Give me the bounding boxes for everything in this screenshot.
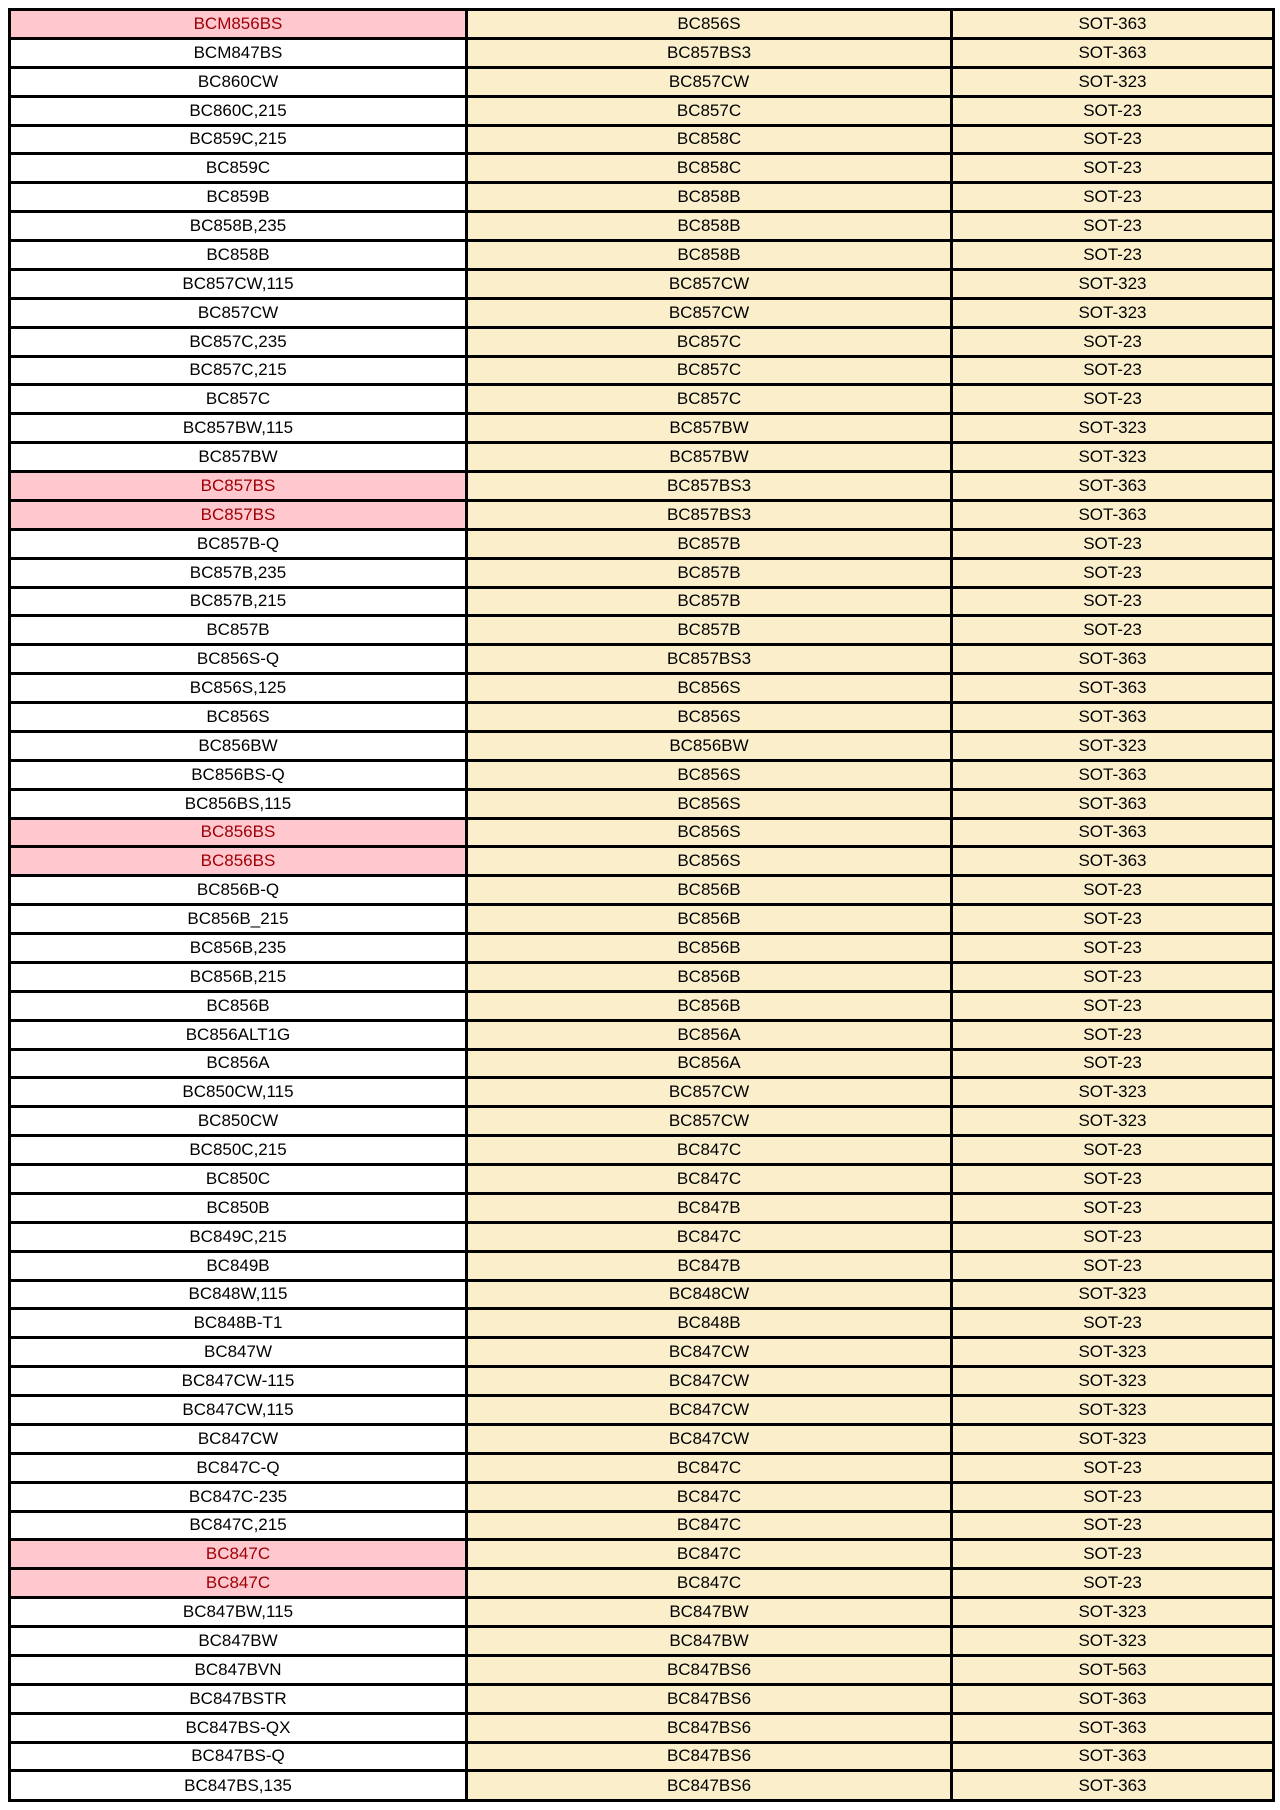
part-cell: BC848B-T1	[10, 1309, 467, 1338]
part-cell: BC847BW,115	[10, 1598, 467, 1627]
part-cell: BC857BS	[10, 472, 467, 501]
package-cell: SOT-23	[952, 1049, 1274, 1078]
package-cell: SOT-363	[952, 472, 1274, 501]
package-cell: SOT-23	[952, 1251, 1274, 1280]
replacement-cell: BC856S	[467, 674, 952, 703]
table-row	[10, 1511, 1274, 1540]
part-cell: BC857BW,115	[10, 414, 467, 443]
part-cell: BC847C-Q	[10, 1453, 467, 1482]
package-cell: SOT-323	[952, 1396, 1274, 1425]
replacement-cell: BC856B	[467, 962, 952, 991]
part-cell: BC856B_215	[10, 905, 467, 934]
table-row	[10, 183, 1274, 212]
table-row	[10, 991, 1274, 1020]
package-cell: SOT-23	[952, 1540, 1274, 1569]
part-cell: BC847CW	[10, 1424, 467, 1453]
package-cell: SOT-23	[952, 558, 1274, 587]
replacement-cell: BC857C	[467, 356, 952, 385]
table-row	[10, 1684, 1274, 1713]
part-cell: BC856B-Q	[10, 876, 467, 905]
part-cell: BC847BSTR	[10, 1684, 467, 1713]
replacement-cell: BC857BS3	[467, 645, 952, 674]
part-cell: BC857BS	[10, 500, 467, 529]
package-cell: SOT-323	[952, 414, 1274, 443]
replacement-cell: BC856A	[467, 1020, 952, 1049]
replacement-cell: BC856B	[467, 905, 952, 934]
package-cell: SOT-23	[952, 616, 1274, 645]
package-cell: SOT-323	[952, 1598, 1274, 1627]
part-cell: BC850C,215	[10, 1136, 467, 1165]
package-cell: SOT-363	[952, 760, 1274, 789]
part-cell: BC850B	[10, 1193, 467, 1222]
table-row	[10, 356, 1274, 385]
replacement-cell: BC858C	[467, 125, 952, 154]
replacement-cell: BC857CW	[467, 1078, 952, 1107]
table-row	[10, 1020, 1274, 1049]
table-row	[10, 731, 1274, 760]
replacement-cell: BC857CW	[467, 269, 952, 298]
replacement-cell: BC847BW	[467, 1598, 952, 1627]
part-cell: BC858B,235	[10, 212, 467, 241]
table-row	[10, 905, 1274, 934]
package-cell: SOT-363	[952, 38, 1274, 67]
package-cell: SOT-23	[952, 1222, 1274, 1251]
table-row	[10, 1222, 1274, 1251]
table-row	[10, 241, 1274, 270]
package-cell: SOT-23	[952, 991, 1274, 1020]
part-cell: BC849C,215	[10, 1222, 467, 1251]
table-row	[10, 1367, 1274, 1396]
package-cell: SOT-323	[952, 1280, 1274, 1309]
replacement-cell: BC857CW	[467, 298, 952, 327]
replacement-cell: BC856A	[467, 1049, 952, 1078]
part-cell: BC847BS,135	[10, 1771, 467, 1801]
package-cell: SOT-23	[952, 934, 1274, 963]
package-cell: SOT-323	[952, 269, 1274, 298]
part-cell: BC859C,215	[10, 125, 467, 154]
package-cell: SOT-363	[952, 1771, 1274, 1801]
part-cell: BC856BW	[10, 731, 467, 760]
table-row	[10, 1482, 1274, 1511]
package-cell: SOT-23	[952, 356, 1274, 385]
package-cell: SOT-323	[952, 67, 1274, 96]
package-cell: SOT-23	[952, 154, 1274, 183]
replacement-cell: BC847C	[467, 1222, 952, 1251]
part-cell: BCM847BS	[10, 38, 467, 67]
table-row	[10, 1280, 1274, 1309]
replacement-cell: BC847CW	[467, 1367, 952, 1396]
package-cell: SOT-23	[952, 125, 1274, 154]
package-cell: SOT-323	[952, 1078, 1274, 1107]
part-cell: BC850CW	[10, 1107, 467, 1136]
replacement-cell: BC847C	[467, 1569, 952, 1598]
package-cell: SOT-323	[952, 1107, 1274, 1136]
replacement-cell: BC857BS3	[467, 472, 952, 501]
replacement-cell: BC857CW	[467, 67, 952, 96]
package-cell: SOT-363	[952, 1742, 1274, 1771]
package-cell: SOT-563	[952, 1655, 1274, 1684]
replacement-cell: BC858C	[467, 154, 952, 183]
part-cell: BC847C	[10, 1540, 467, 1569]
part-cell: BC857CW,115	[10, 269, 467, 298]
table-row	[10, 1251, 1274, 1280]
part-cell: BC856A	[10, 1049, 467, 1078]
part-cell: BC857B,215	[10, 587, 467, 616]
table-row	[10, 760, 1274, 789]
table-row	[10, 1165, 1274, 1194]
table-row	[10, 789, 1274, 818]
part-cell: BC860C,215	[10, 96, 467, 125]
table-row	[10, 1396, 1274, 1425]
package-cell: SOT-363	[952, 847, 1274, 876]
part-cell: BC847CW,115	[10, 1396, 467, 1425]
replacement-cell: BC858B	[467, 212, 952, 241]
package-cell: SOT-23	[952, 1193, 1274, 1222]
replacement-cell: BC858B	[467, 241, 952, 270]
part-cell: BC856ALT1G	[10, 1020, 467, 1049]
replacement-cell: BC847BS6	[467, 1742, 952, 1771]
part-cell: BC857C,215	[10, 356, 467, 385]
table-row	[10, 1049, 1274, 1078]
package-cell: SOT-363	[952, 1684, 1274, 1713]
package-cell: SOT-23	[952, 183, 1274, 212]
table-row	[10, 645, 1274, 674]
package-cell: SOT-23	[952, 241, 1274, 270]
table-row	[10, 1655, 1274, 1684]
replacement-cell: BC847CW	[467, 1338, 952, 1367]
part-cell: BC847BW	[10, 1627, 467, 1656]
part-cell: BC859B	[10, 183, 467, 212]
package-cell: SOT-23	[952, 1309, 1274, 1338]
replacement-cell: BC856BW	[467, 731, 952, 760]
part-cell: BC856BS-Q	[10, 760, 467, 789]
package-cell: SOT-23	[952, 1482, 1274, 1511]
package-cell: SOT-23	[952, 1020, 1274, 1049]
replacement-cell: BC848CW	[467, 1280, 952, 1309]
package-cell: SOT-323	[952, 1627, 1274, 1656]
replacement-cell: BC847B	[467, 1193, 952, 1222]
package-cell: SOT-363	[952, 674, 1274, 703]
package-cell: SOT-363	[952, 703, 1274, 732]
table-body	[10, 10, 1274, 1801]
table-row	[10, 96, 1274, 125]
table-row	[10, 558, 1274, 587]
package-cell: SOT-323	[952, 1338, 1274, 1367]
package-cell: SOT-23	[952, 905, 1274, 934]
part-cell: BC847CW-115	[10, 1367, 467, 1396]
part-cell: BC847C,215	[10, 1511, 467, 1540]
part-cell: BC857BW	[10, 443, 467, 472]
replacement-cell: BC856B	[467, 991, 952, 1020]
replacement-cell: BC847BS6	[467, 1684, 952, 1713]
table-row	[10, 847, 1274, 876]
package-cell: SOT-323	[952, 443, 1274, 472]
replacement-cell: BC857B	[467, 529, 952, 558]
replacement-cell: BC857B	[467, 616, 952, 645]
part-cell: BC859C	[10, 154, 467, 183]
replacement-cell: BC856S	[467, 10, 952, 39]
part-cell: BC856BS	[10, 847, 467, 876]
package-cell: SOT-23	[952, 1511, 1274, 1540]
package-cell: SOT-363	[952, 1713, 1274, 1742]
package-cell: SOT-23	[952, 587, 1274, 616]
table-row	[10, 414, 1274, 443]
table-row	[10, 298, 1274, 327]
part-cell: BC857C	[10, 385, 467, 414]
cross-reference-table	[8, 8, 1275, 1802]
part-cell: BC856BS	[10, 818, 467, 847]
replacement-cell: BC857BS3	[467, 38, 952, 67]
part-cell: BC856S-Q	[10, 645, 467, 674]
package-cell: SOT-23	[952, 385, 1274, 414]
part-cell: BC856S	[10, 703, 467, 732]
table-row	[10, 1569, 1274, 1598]
replacement-cell: BC847C	[467, 1453, 952, 1482]
package-cell: SOT-23	[952, 1165, 1274, 1194]
part-cell: BC857B-Q	[10, 529, 467, 558]
replacement-cell: BC847CW	[467, 1424, 952, 1453]
table-row	[10, 67, 1274, 96]
package-cell: SOT-323	[952, 298, 1274, 327]
package-cell: SOT-363	[952, 645, 1274, 674]
package-cell: SOT-363	[952, 10, 1274, 39]
package-cell: SOT-23	[952, 876, 1274, 905]
part-cell: BC856B,235	[10, 934, 467, 963]
table-row	[10, 529, 1274, 558]
table-row	[10, 934, 1274, 963]
part-cell: BC847C	[10, 1569, 467, 1598]
package-cell: SOT-23	[952, 1569, 1274, 1598]
replacement-cell: BC847BS6	[467, 1655, 952, 1684]
table-row	[10, 876, 1274, 905]
package-cell: SOT-323	[952, 731, 1274, 760]
replacement-cell: BC857B	[467, 558, 952, 587]
table-row	[10, 674, 1274, 703]
replacement-cell: BC856S	[467, 818, 952, 847]
table-row	[10, 1078, 1274, 1107]
part-cell: BC858B	[10, 241, 467, 270]
replacement-cell: BC848B	[467, 1309, 952, 1338]
replacement-cell: BC847C	[467, 1482, 952, 1511]
table-row	[10, 616, 1274, 645]
replacement-cell: BC857BW	[467, 414, 952, 443]
replacement-cell: BC847C	[467, 1136, 952, 1165]
replacement-cell: BC856B	[467, 876, 952, 905]
table-row	[10, 10, 1274, 39]
package-cell: SOT-23	[952, 962, 1274, 991]
package-cell: SOT-363	[952, 789, 1274, 818]
table-row	[10, 472, 1274, 501]
package-cell: SOT-23	[952, 529, 1274, 558]
table-row	[10, 212, 1274, 241]
part-cell: BC857CW	[10, 298, 467, 327]
part-cell: BC850CW,115	[10, 1078, 467, 1107]
table-row	[10, 1598, 1274, 1627]
replacement-cell: BC857BW	[467, 443, 952, 472]
table-row	[10, 154, 1274, 183]
replacement-cell: BC847C	[467, 1511, 952, 1540]
package-cell: SOT-23	[952, 1136, 1274, 1165]
part-cell: BC857B	[10, 616, 467, 645]
replacement-cell: BC847BS6	[467, 1771, 952, 1801]
part-cell: BC847BS-QX	[10, 1713, 467, 1742]
replacement-cell: BC856S	[467, 703, 952, 732]
table-row	[10, 38, 1274, 67]
table-row	[10, 1338, 1274, 1367]
package-cell: SOT-23	[952, 327, 1274, 356]
replacement-cell: BC857CW	[467, 1107, 952, 1136]
part-cell: BC849B	[10, 1251, 467, 1280]
table-row	[10, 125, 1274, 154]
replacement-cell: BC847CW	[467, 1396, 952, 1425]
table-row	[10, 327, 1274, 356]
table-row	[10, 1540, 1274, 1569]
replacement-cell: BC857C	[467, 96, 952, 125]
part-cell: BC857B,235	[10, 558, 467, 587]
package-cell: SOT-23	[952, 212, 1274, 241]
table-row	[10, 1309, 1274, 1338]
table-row	[10, 500, 1274, 529]
replacement-cell: BC847BW	[467, 1627, 952, 1656]
package-cell: SOT-23	[952, 96, 1274, 125]
replacement-cell: BC847B	[467, 1251, 952, 1280]
replacement-cell: BC857B	[467, 587, 952, 616]
package-cell: SOT-363	[952, 500, 1274, 529]
replacement-cell: BC857BS3	[467, 500, 952, 529]
package-cell: SOT-323	[952, 1367, 1274, 1396]
part-cell: BC860CW	[10, 67, 467, 96]
table-row	[10, 587, 1274, 616]
table-row	[10, 1453, 1274, 1482]
table-row	[10, 1627, 1274, 1656]
table-row	[10, 269, 1274, 298]
replacement-cell: BC847C	[467, 1165, 952, 1194]
package-cell: SOT-23	[952, 1453, 1274, 1482]
part-cell: BC847W	[10, 1338, 467, 1367]
replacement-cell: BC856S	[467, 847, 952, 876]
part-cell: BC856S,125	[10, 674, 467, 703]
table-row	[10, 818, 1274, 847]
part-cell: BC856B,215	[10, 962, 467, 991]
table-row	[10, 443, 1274, 472]
table-row	[10, 1424, 1274, 1453]
table-row	[10, 1193, 1274, 1222]
part-cell: BC856B	[10, 991, 467, 1020]
table-row	[10, 1771, 1274, 1801]
part-cell: BC857C,235	[10, 327, 467, 356]
part-cell: BC856BS,115	[10, 789, 467, 818]
package-cell: SOT-323	[952, 1424, 1274, 1453]
table-row	[10, 385, 1274, 414]
table-row	[10, 1107, 1274, 1136]
replacement-cell: BC856S	[467, 789, 952, 818]
table-row	[10, 962, 1274, 991]
package-cell: SOT-363	[952, 818, 1274, 847]
part-cell: BC850C	[10, 1165, 467, 1194]
replacement-cell: BC847BS6	[467, 1713, 952, 1742]
replacement-cell: BC858B	[467, 183, 952, 212]
part-cell: BCM856BS	[10, 10, 467, 39]
replacement-cell: BC857C	[467, 327, 952, 356]
table-row	[10, 1136, 1274, 1165]
table-row	[10, 1742, 1274, 1771]
replacement-cell: BC856B	[467, 934, 952, 963]
replacement-cell: BC856S	[467, 760, 952, 789]
table-row	[10, 1713, 1274, 1742]
part-cell: BC847BS-Q	[10, 1742, 467, 1771]
table-row	[10, 703, 1274, 732]
part-cell: BC848W,115	[10, 1280, 467, 1309]
replacement-cell: BC847C	[467, 1540, 952, 1569]
part-cell: BC847BVN	[10, 1655, 467, 1684]
replacement-cell: BC857C	[467, 385, 952, 414]
part-cell: BC847C-235	[10, 1482, 467, 1511]
